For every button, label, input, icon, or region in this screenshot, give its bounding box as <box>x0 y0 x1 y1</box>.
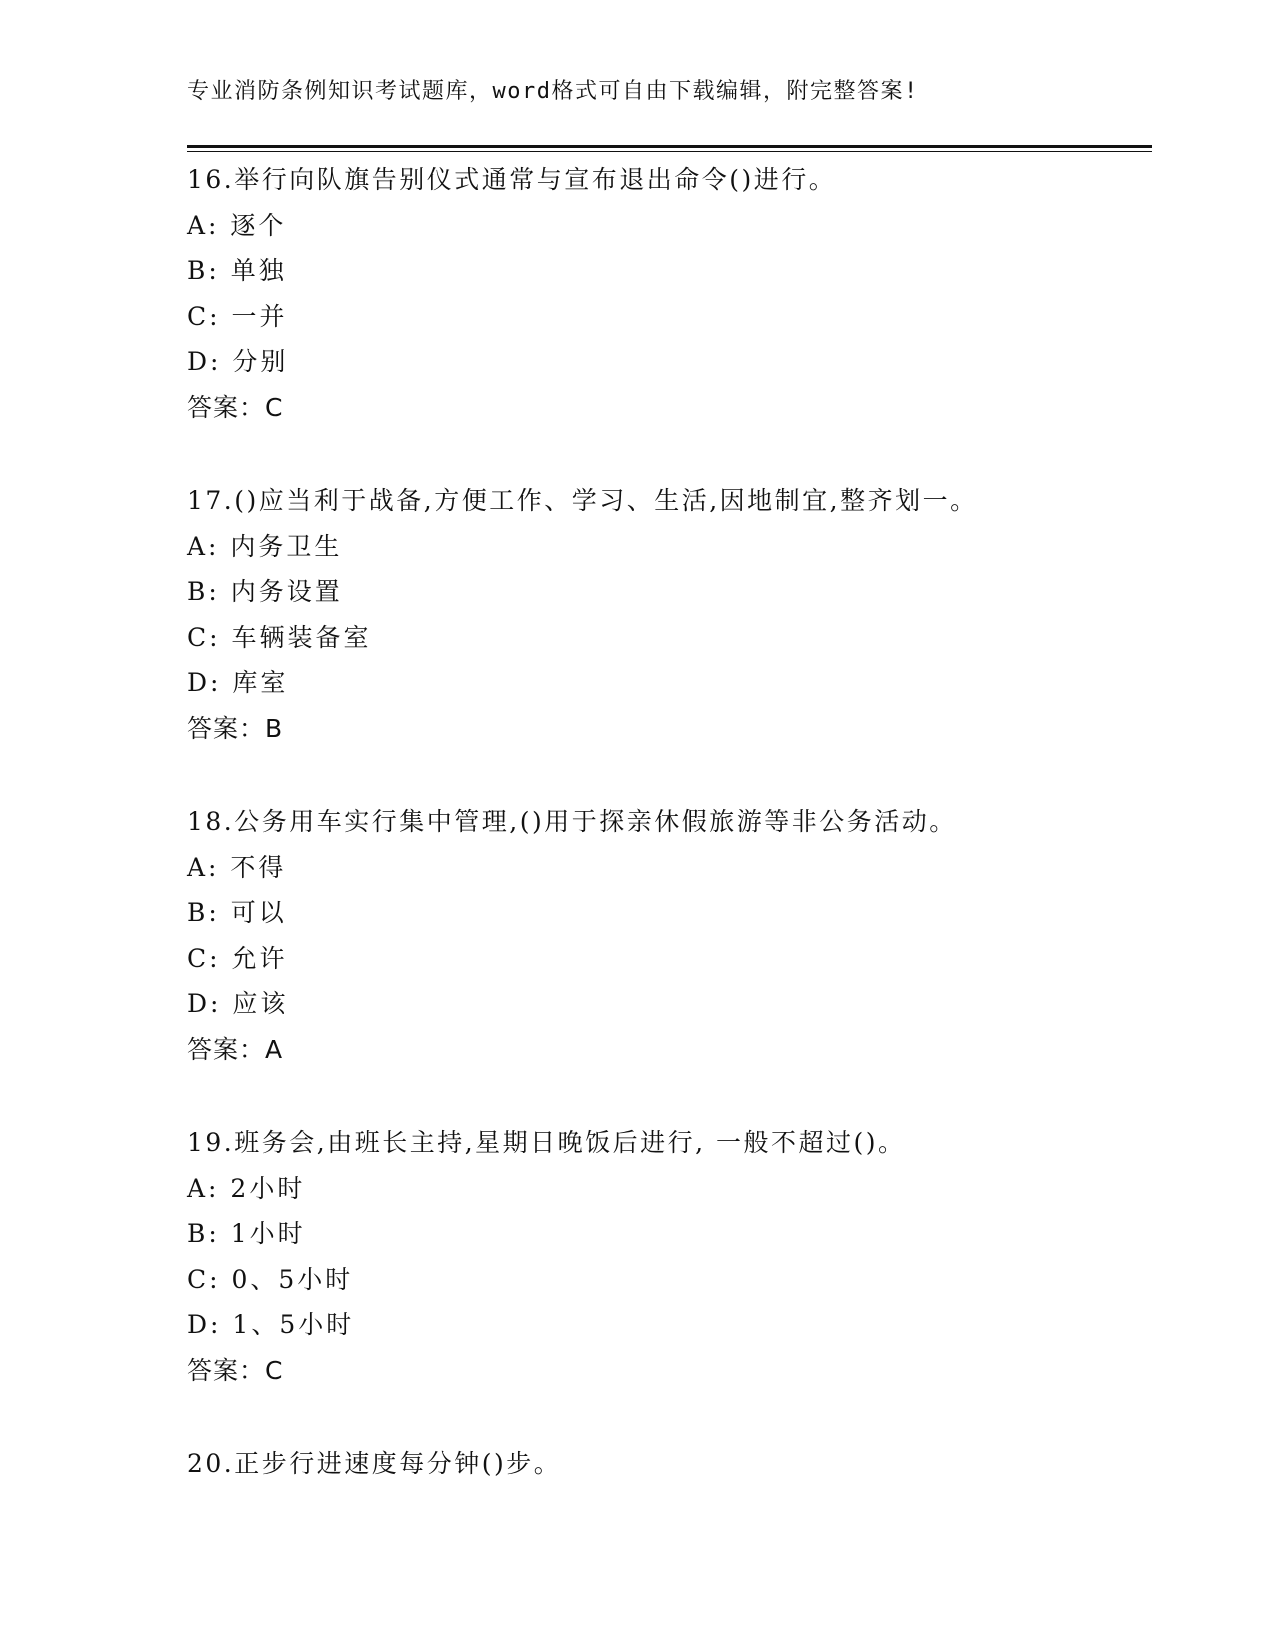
option-c: C: 0、5小时 <box>187 1264 354 1294</box>
option-b: B: 单独 <box>187 256 287 285</box>
question-17 <box>187 478 1147 751</box>
option-d: D: 库室 <box>187 668 289 697</box>
question-19 <box>187 1120 1147 1393</box>
question-18 <box>187 799 1147 1072</box>
option-a: A: 逐个 <box>187 210 287 240</box>
option-b: B: 1小时 <box>187 1219 306 1248</box>
header-divider-thick <box>187 145 1152 148</box>
question-16 <box>187 157 1147 430</box>
option-a: A: 不得 <box>187 852 287 882</box>
document-header: 专业消防条例知识考试题库，word格式可自由下载编辑，附完整答案! <box>187 79 919 104</box>
question-stem: 17.()应当利于战备,方便工作、学习、生活,因地制宜,整齐划一。 <box>187 486 978 515</box>
header-divider-thin <box>187 151 1152 152</box>
option-c: C: 一并 <box>187 301 288 331</box>
option-b: B: 可以 <box>187 898 287 927</box>
option-c: C: 车辆装备室 <box>187 622 372 652</box>
answer-line: 答案：C <box>187 392 284 422</box>
option-a: A: 2小时 <box>187 1173 306 1203</box>
answer-line: 答案：A <box>187 1034 284 1064</box>
option-d: D: 分别 <box>187 347 289 376</box>
question-stem: 20.正步行进速度每分钟()步。 <box>187 1449 562 1478</box>
question-stem: 18.公务用车实行集中管理,()用于探亲休假旅游等非公务活动。 <box>187 807 957 836</box>
answer-line: 答案：B <box>187 713 284 743</box>
option-d: D: 应该 <box>187 989 289 1018</box>
question-20 <box>187 1441 1147 1487</box>
option-a: A: 内务卫生 <box>187 531 343 561</box>
question-list <box>187 157 1147 1487</box>
option-c: C: 允许 <box>187 943 288 973</box>
question-stem: 19.班务会,由班长主持,星期日晚饭后进行, 一般不超过()。 <box>187 1128 906 1157</box>
answer-line: 答案：C <box>187 1355 284 1385</box>
question-stem: 16.举行向队旗告别仪式通常与宣布退出命令()进行。 <box>187 165 837 194</box>
option-d: D: 1、5小时 <box>187 1310 355 1339</box>
option-b: B: 内务设置 <box>187 577 343 606</box>
